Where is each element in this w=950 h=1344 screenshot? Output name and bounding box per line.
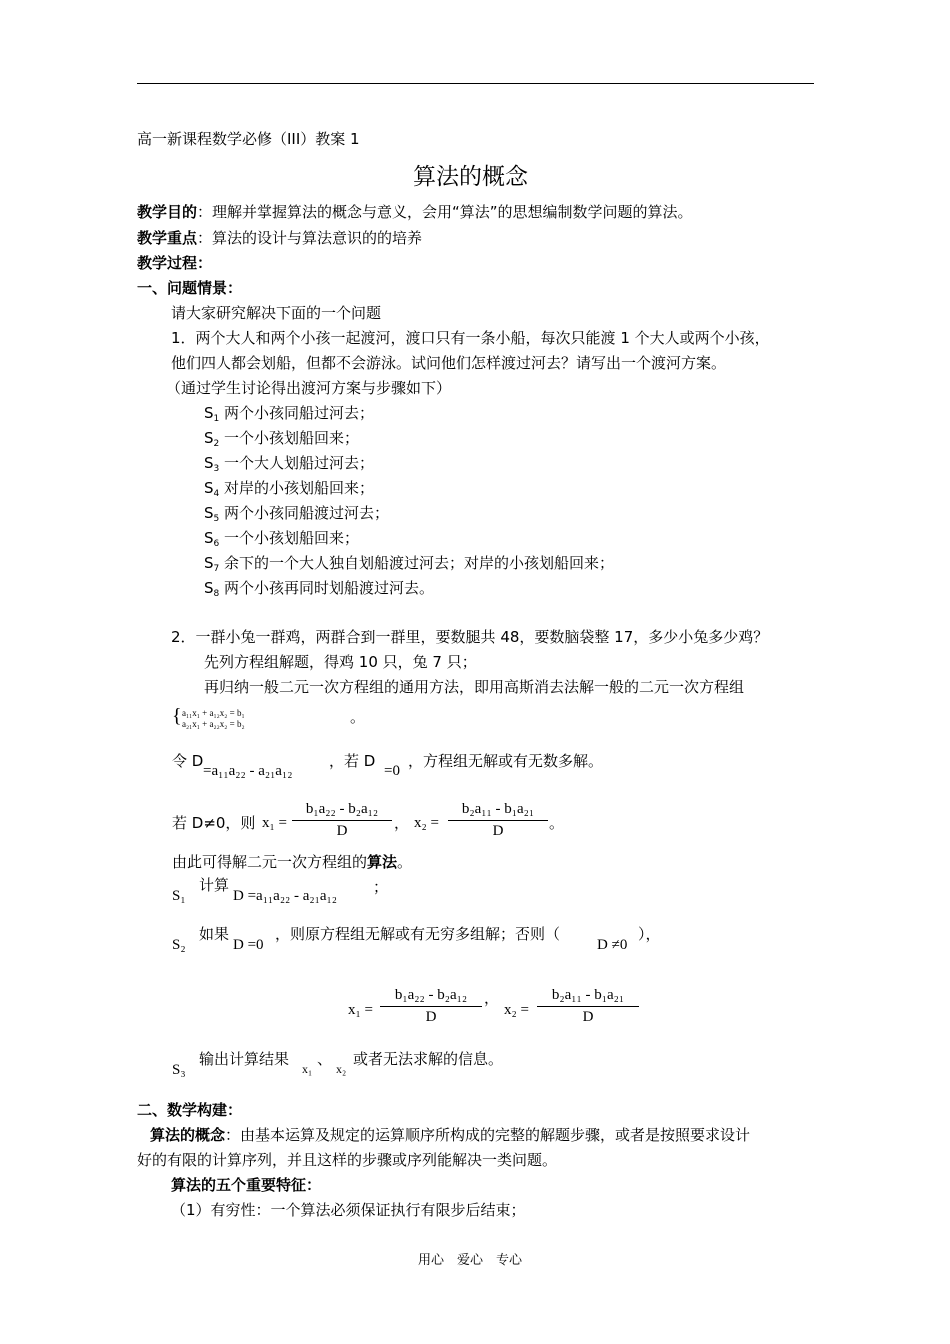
- header-rule: [137, 83, 814, 84]
- features-heading: 算法的五个重要特征：: [171, 1176, 322, 1194]
- step-label: S: [204, 579, 214, 597]
- step-text: 两个小孩再同时划船渡过河去。: [219, 579, 435, 597]
- algo-step2-neq: D ≠0: [597, 937, 628, 953]
- step-label: S: [204, 429, 214, 447]
- let-d-formula: =a₁₁a₂₂ - a₂₁a₁₂: [203, 763, 293, 779]
- let-d-mid: ，若 D: [329, 752, 376, 770]
- step-number: 4: [213, 489, 220, 499]
- focus-label: 教学重点: [137, 229, 198, 247]
- algo-step1-tail: ；: [373, 878, 389, 896]
- question1-note: （通过学生讨论得出渡河方案与步骤如下）: [166, 379, 452, 397]
- x1-label: x₁ =: [262, 815, 287, 831]
- step-label: S: [204, 404, 214, 422]
- algo-x2-denominator: D: [582, 1009, 594, 1025]
- algo-step3-x1: x₁: [302, 1062, 313, 1076]
- algo-step1-label: S₁: [172, 888, 186, 904]
- x2-numerator: b₂a₁₁ - b₁a₂₁: [448, 801, 548, 821]
- question2-line3: 再归纳一般二元一次方程组的通用方法，即用高斯消去法解一般的二元一次方程组: [204, 678, 745, 696]
- step-label: S: [204, 529, 214, 547]
- step-number: 7: [213, 564, 220, 574]
- x1-numerator: b₁a₂₂ - b₂a₁₂: [292, 801, 392, 821]
- page-footer: 用心 爱心 专心: [418, 1253, 523, 1268]
- algo-step2-text: 如果: [199, 925, 230, 943]
- crossing-step: [204, 402, 374, 424]
- algo-x1-numerator: b₁a₂₂ - b₂a₁₂: [380, 987, 482, 1007]
- fraction-period: 。: [549, 814, 565, 832]
- algo-step2-tail: ），: [638, 925, 661, 943]
- concept-label: 算法的概念: [150, 1126, 226, 1144]
- section2-heading: 二、数学构建：: [137, 1101, 243, 1119]
- step-text: 一个小孩划船回来；: [219, 429, 360, 447]
- step-label: S: [204, 479, 214, 497]
- step-number: 3: [213, 464, 220, 474]
- let-d-zero: =0: [384, 763, 400, 779]
- section1-heading: 一、问题情景：: [137, 279, 243, 297]
- section1-intro: 请大家研究解决下面的一个问题: [171, 304, 382, 322]
- algo-step3-label: S₃: [172, 1062, 186, 1078]
- algo-step3-x2: x₂: [336, 1062, 347, 1076]
- step-label: S: [204, 504, 214, 522]
- focus-text: ：算法的设计与算法意识的的培养: [197, 229, 423, 247]
- question1-line2: 他们四人都会划船，但都不会游泳。试问他们怎样渡过河去？请写出一个渡河方案。: [171, 354, 727, 372]
- x1-fraction: [292, 801, 392, 840]
- system-period: 。: [350, 708, 366, 726]
- objective-label: 教学目的: [137, 203, 198, 221]
- process-label: 教学过程: [137, 254, 198, 272]
- crossing-step: [204, 577, 434, 599]
- algo-step2-formula: D =0: [233, 937, 264, 953]
- system-row2: a₂₁x₁ + a₂₂x₂ = b₂: [182, 719, 245, 729]
- algo-x1-denominator: D: [425, 1009, 437, 1025]
- feature-1: （1）有穷性：一个算法必须保证执行有限步后结束；: [171, 1201, 526, 1219]
- step-label: S: [204, 454, 214, 472]
- algo-step3-tail: 或者无法求解的信息。: [353, 1050, 504, 1068]
- step-text: 一个小孩划船回来；: [219, 529, 360, 547]
- algo-fraction-comma: ，: [484, 989, 500, 1007]
- if-d-nonzero: 若 D≠0，则: [172, 814, 256, 832]
- system-row1: a₁₁x₁ + a₁₂x₂ = b₁: [182, 708, 245, 718]
- crossing-step: [204, 427, 359, 449]
- crossing-step: [204, 552, 614, 574]
- brace-icon: {: [172, 705, 182, 727]
- algo-x2-fraction: [537, 987, 639, 1026]
- x2-denominator: D: [492, 823, 504, 839]
- document-header: 高一新课程数学必修（III）教案 1: [137, 130, 360, 148]
- algo-step2-label: S₂: [172, 937, 186, 953]
- algo-step1-text: 计算: [199, 876, 230, 894]
- crossing-step: [204, 477, 374, 499]
- crossing-step: [204, 452, 374, 474]
- question1-line1: 1．两个大人和两个小孩一起渡河，渡口只有一条小船，每次只能渡 1 个大人或两个小孩，: [171, 329, 770, 347]
- algo-step3-sep: 、: [317, 1050, 333, 1068]
- step-number: 2: [213, 439, 220, 449]
- concept-line2: 好的有限的计算序列，并且这样的步骤或序列能解决一类问题。: [137, 1151, 558, 1169]
- x2-label: x₂ =: [414, 815, 439, 831]
- step-text: 两个小孩同船渡过河去；: [219, 504, 390, 522]
- concept-line1: 算法的概念：由基本运算及规定的运算顺序所构成的完整的解题步骤，或者是按照要求设计: [150, 1126, 751, 1144]
- process-colon: ：: [197, 254, 213, 272]
- step-number: 1: [213, 414, 220, 424]
- step-text: 两个小孩同船过河去；: [219, 404, 375, 422]
- x2-fraction: [448, 801, 548, 840]
- crossing-step: [204, 502, 389, 524]
- algo-step1-formula: D =a₁₁a₂₂ - a₂₁a₁₂: [233, 888, 338, 904]
- objective-text: ：理解并掌握算法的概念与意义，会用“算法”的思想编制数学问题的算法。: [197, 203, 693, 221]
- focus-line: [137, 227, 422, 248]
- fraction-comma: ，: [394, 814, 410, 832]
- algo-x1-fraction: [380, 987, 482, 1026]
- algo-x1-label: x₁ =: [348, 1002, 373, 1018]
- question2-line2: 先列方程组解题，得鸡 10 只，兔 7 只；: [204, 653, 477, 671]
- question2-line1: 2．一群小兔一群鸡，两群合到一群里，要数腿共 48，要数脑袋整 17，多少小兔多少鸡？: [171, 628, 769, 646]
- algo-step3-text: 输出计算结果: [199, 1050, 290, 1068]
- step-number: 8: [213, 589, 220, 599]
- algo-x2-numerator: b₂a₁₁ - b₁a₂₁: [537, 987, 639, 1007]
- step-text: 对岸的小孩划船回来；: [219, 479, 375, 497]
- step-label: S: [204, 554, 214, 572]
- step-number: 6: [213, 539, 220, 549]
- step-text: 余下的一个大人独自划船渡过河去；对岸的小孩划船回来；: [219, 554, 615, 572]
- algo-step2-mid: ，则原方程组无解或有无穷多组解；否则（: [275, 925, 561, 943]
- algo-x2-label: x₂ =: [504, 1002, 529, 1018]
- crossing-step: [204, 527, 359, 549]
- algorithm-intro: 由此可得解二元一次方程组的算法。: [172, 853, 413, 871]
- page-title: 算法的概念: [413, 164, 528, 190]
- step-number: 5: [213, 514, 220, 524]
- process-line: [137, 252, 212, 273]
- x1-denominator: D: [336, 823, 348, 839]
- objective-line: [137, 201, 693, 222]
- step-text: 一个大人划船过河去；: [219, 454, 375, 472]
- let-d-prefix: 令 D: [172, 752, 204, 770]
- let-d-tail: ，方程组无解或有无数多解。: [408, 752, 604, 770]
